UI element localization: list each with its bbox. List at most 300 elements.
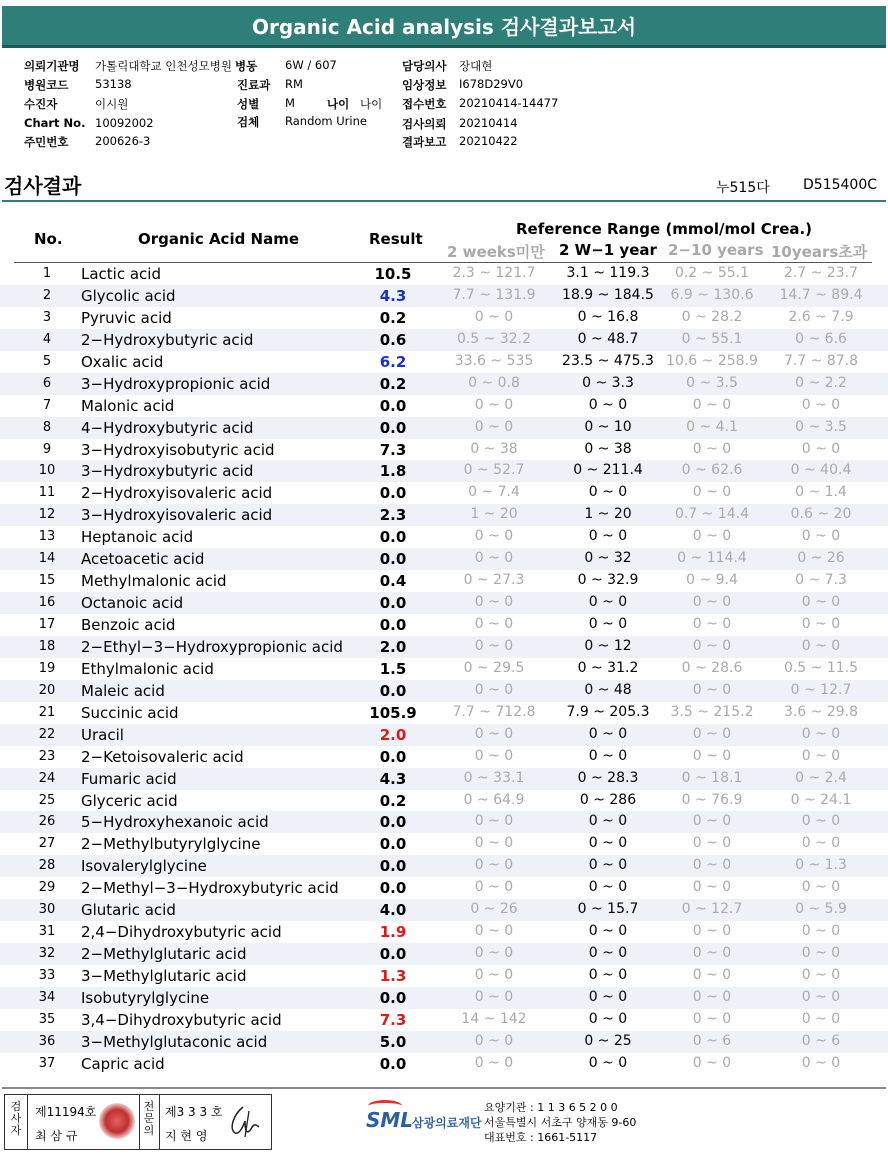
acid-name: 3−Methylglutaric acid (81, 967, 247, 985)
table-row (0, 614, 888, 636)
ref-range-10y: 0 ~ 0 (801, 747, 841, 764)
table-row (0, 373, 888, 395)
result-value: 1.3 (379, 967, 407, 985)
row-number: 10 (38, 463, 56, 479)
doctor-value: 장대현 (459, 59, 493, 73)
row-number: 26 (38, 814, 56, 830)
acid-name: 3−Hydroxyisovaleric acid (81, 506, 273, 525)
ref-range-2-10y: 0 ~ 0 (692, 725, 732, 742)
ref-range-2w-1y: 0 ~ 0 (588, 1010, 628, 1027)
result-value: 0.6 (379, 330, 407, 349)
org-name: 삼광의료재단 (412, 1116, 482, 1130)
ref-range-2w-1y: 0 ~ 38 (584, 440, 632, 457)
ref-range-10y: 0 ~ 0 (801, 835, 841, 852)
row-number: 9 (42, 441, 52, 457)
acid-name: Benzoic acid (81, 616, 176, 634)
acid-name: Uracil (81, 725, 124, 744)
acid-name: Malonic acid (81, 396, 175, 415)
row-number: 18 (38, 638, 56, 654)
ref-range-2w: 0 ~ 0 (474, 923, 514, 940)
result-value: 1.8 (379, 462, 407, 481)
table-row (0, 899, 888, 921)
section-title: 검사결과 (4, 174, 82, 198)
row-number: 29 (38, 880, 56, 896)
report-date-value: 20210422 (459, 134, 518, 148)
ref-range-2w-1y: 0 ~ 15.7 (577, 901, 639, 918)
ref-range-2w-1y: 0 ~ 0 (588, 857, 628, 874)
ref-range-2w: 0 ~ 0 (474, 308, 514, 325)
row-number: 35 (38, 1011, 56, 1027)
ref-range-2w-1y: 0 ~ 0 (588, 1054, 628, 1071)
table-row (0, 833, 888, 855)
table-row (0, 504, 888, 526)
ref-range-2w-1y: 18.9 ~ 184.5 (562, 286, 654, 303)
ref-range-2w-1y: 0 ~ 0 (588, 835, 628, 852)
ref-range-2w-1y: 0 ~ 0 (588, 813, 628, 830)
row-number: 13 (38, 529, 56, 545)
footer-divider (2, 1087, 886, 1089)
acid-name: Pyruvic acid (81, 308, 172, 327)
ref-range-2w: 0 ~ 26 (470, 901, 518, 918)
table-row (0, 746, 888, 768)
ref-range-10y: 0 ~ 0 (801, 1010, 841, 1027)
acid-name: Maleic acid (81, 681, 165, 700)
acid-name: Isovalerylglycine (81, 857, 207, 876)
ref-range-2-10y: 0 ~ 6 (692, 1032, 732, 1049)
ref-range-2w: 0 ~ 0 (474, 1032, 514, 1049)
table-row (0, 702, 888, 724)
table-row (0, 285, 888, 307)
age-label: 나이 (327, 97, 350, 111)
result-value: 0.0 (379, 681, 407, 700)
table-row (0, 460, 888, 482)
ref-range-2w: 0 ~ 52.7 (463, 462, 525, 479)
ref-range-10y: 0 ~ 0 (801, 637, 841, 654)
row-number: 20 (38, 682, 56, 698)
ref-range-2w: 1 ~ 20 (470, 506, 518, 523)
result-value: 2.0 (379, 725, 407, 744)
chart-value: 10092002 (95, 116, 154, 130)
ref-range-2w: 0 ~ 0 (474, 396, 514, 413)
ref-range-10y: 0 ~ 5.9 (795, 901, 847, 918)
ref-range-2w-1y: 0 ~ 0 (588, 945, 628, 962)
dept-label: 진료과 (237, 78, 271, 92)
row-number: 4 (42, 331, 52, 347)
ward-value: 6W / 607 (285, 58, 337, 72)
ref-range-2-10y: 0 ~ 0 (692, 923, 732, 940)
acid-name: Lactic acid (81, 265, 161, 283)
ref-range-2w-1y: 0 ~ 211.4 (573, 462, 643, 479)
ref-range-2w-1y: 3.1 ~ 119.3 (566, 265, 650, 281)
row-number: 25 (38, 792, 56, 808)
table-row (0, 658, 888, 680)
table-row (0, 965, 888, 987)
address: 서울특별시 서초구 양재동 9-60 (484, 1116, 637, 1129)
ref-range-2w: 2.3 ~ 121.7 (452, 265, 536, 281)
result-value: 0.2 (379, 791, 407, 810)
ref-range-2-10y: 0 ~ 0 (692, 879, 732, 896)
row-number: 23 (38, 748, 56, 764)
ref-range-10y: 0 ~ 24.1 (790, 791, 852, 808)
ref-range-10y: 2.6 ~ 7.9 (788, 308, 854, 325)
col-header-reference: Reference Range (mmol/mol Crea.) (516, 220, 813, 238)
ref-range-2w-1y: 0 ~ 48 (584, 681, 632, 698)
ref-range-2w: 0 ~ 0 (474, 550, 514, 567)
row-number: 1 (42, 266, 52, 281)
table-row (0, 943, 888, 965)
result-value: 0.0 (379, 988, 407, 1007)
ref-range-2w-1y: 0 ~ 16.8 (577, 308, 639, 325)
ref-range-2w: 0 ~ 0 (474, 616, 514, 632)
ref-range-2w: 0 ~ 0 (474, 418, 514, 435)
ref-range-2-10y: 0 ~ 9.4 (686, 572, 738, 589)
result-value: 0.0 (379, 835, 407, 854)
phone: 대표번호 : 1661-5117 (484, 1131, 598, 1144)
table-row (0, 417, 888, 439)
ref-range-2-10y: 0 ~ 0 (692, 747, 732, 764)
sml-logo (366, 1100, 496, 1140)
patient-value: 이시원 (95, 97, 129, 111)
ref-range-2-10y: 0 ~ 0 (692, 945, 732, 962)
ref-range-2-10y: 0 ~ 55.1 (681, 330, 743, 347)
ref-range-10y: 0 ~ 26 (797, 550, 845, 567)
ref-range-2w: 0 ~ 64.9 (463, 791, 525, 808)
row-number: 19 (38, 660, 56, 676)
ref-range-2w: 0 ~ 29.5 (463, 659, 525, 676)
acid-name: 2−Hydroxyisovaleric acid (81, 484, 273, 503)
col-header-no: No. (34, 230, 63, 248)
ref-range-2w: 0 ~ 0 (474, 945, 514, 962)
clinical-label: 임상정보 (402, 78, 447, 92)
row-number: 30 (38, 902, 56, 918)
ref-range-2w-1y: 0 ~ 0 (588, 747, 628, 764)
result-value: 0.0 (379, 813, 407, 832)
ref-range-2w: 0 ~ 0.8 (468, 374, 520, 391)
result-value: 5.0 (379, 1032, 407, 1051)
result-value: 2.3 (379, 506, 407, 525)
row-number: 15 (38, 573, 56, 589)
ref-range-2w: 0 ~ 0 (474, 725, 514, 742)
table-row (0, 351, 888, 373)
ref-range-2-10y: 0 ~ 114.4 (677, 550, 747, 567)
ref-col-2: 2 W−1 year (559, 241, 657, 259)
acid-name: 2−Hydroxybutyric acid (81, 330, 254, 349)
sex-label: 성별 (237, 97, 260, 111)
ref-range-2w-1y: 0 ~ 0 (588, 396, 628, 413)
result-value: 4.0 (379, 901, 407, 920)
ref-range-2w-1y: 0 ~ 0 (588, 484, 628, 501)
result-value: 0.0 (379, 528, 407, 547)
ref-range-2w: 0 ~ 38 (470, 440, 518, 457)
ref-range-2-10y: 6.9 ~ 130.6 (670, 286, 754, 303)
col-header-name: Organic Acid Name (138, 230, 300, 248)
ref-range-2w-1y: 0 ~ 286 (579, 791, 637, 808)
ref-range-10y: 0 ~ 7.3 (795, 572, 847, 589)
ref-range-2w: 0 ~ 0 (474, 681, 514, 698)
row-number: 11 (38, 485, 56, 501)
row-number: 36 (38, 1033, 56, 1049)
ref-range-2-10y: 0 ~ 0 (692, 484, 732, 501)
ref-col-1: 2 weeks미만 (447, 243, 545, 261)
ref-range-2-10y: 0 ~ 0 (692, 835, 732, 852)
ref-range-10y: 0 ~ 2.4 (795, 769, 847, 786)
acid-name: Octanoic acid (81, 594, 184, 613)
ref-range-10y: 0 ~ 40.4 (790, 462, 852, 479)
ref-range-2w-1y: 0 ~ 31.2 (577, 659, 639, 676)
ref-range-2w-1y: 7.9 ~ 205.3 (566, 703, 650, 720)
table-row (0, 592, 888, 614)
table-row (0, 680, 888, 702)
ref-range-10y: 0 ~ 0 (801, 396, 841, 413)
acid-name: Ethylmalonic acid (81, 659, 214, 678)
ref-range-2w: 0 ~ 0 (474, 813, 514, 830)
ref-range-10y: 0 ~ 0 (801, 440, 841, 457)
acid-name: 5−Hydroxyhexanoic acid (81, 813, 269, 832)
ref-range-2w-1y: 0 ~ 28.3 (577, 769, 639, 786)
row-number: 2 (42, 287, 52, 303)
resident-value: 200626-3 (95, 134, 151, 148)
ref-range-10y: 0 ~ 12.7 (790, 681, 852, 698)
ref-range-2w: 0 ~ 7.4 (468, 484, 520, 501)
ref-range-2w-1y: 23.5 ~ 475.3 (562, 352, 654, 369)
ref-range-2-10y: 0.7 ~ 14.4 (674, 506, 750, 523)
acid-name: Heptanoic acid (81, 528, 194, 547)
specimen-value: Random Urine (285, 114, 367, 128)
ref-range-2w: 0 ~ 0 (474, 988, 514, 1005)
ref-range-2-10y: 0 ~ 0 (692, 440, 732, 457)
acid-name: 3−Methylglutaconic acid (81, 1032, 268, 1051)
ref-range-10y: 0 ~ 1.3 (795, 857, 847, 874)
table-row (0, 482, 888, 504)
seal-icon (99, 1103, 135, 1139)
ref-range-10y: 0 ~ 0 (801, 879, 841, 896)
ref-range-10y: 0 ~ 2.2 (795, 374, 847, 391)
reviewer-name: 지 현 영 (165, 1129, 208, 1143)
ref-range-2-10y: 0 ~ 3.5 (686, 374, 738, 391)
ref-range-2w: 0 ~ 0 (474, 747, 514, 764)
ref-range-2w-1y: 0 ~ 0 (588, 725, 628, 742)
ref-range-2-10y: 0 ~ 4.1 (686, 418, 738, 435)
ref-range-2-10y: 10.6 ~ 258.9 (666, 352, 758, 369)
ref-range-10y: 0 ~ 0 (801, 988, 841, 1005)
ref-range-2w: 0 ~ 33.1 (463, 769, 525, 786)
report-title: Organic Acid analysis 검사결과보고서 (2, 6, 886, 48)
ref-range-10y: 0.5 ~ 11.5 (783, 659, 859, 676)
ref-range-2w: 0 ~ 0 (474, 879, 514, 896)
result-value: 0.0 (379, 1054, 407, 1073)
result-value: 7.3 (379, 1010, 407, 1029)
acid-name: Acetoacetic acid (81, 550, 205, 569)
resident-label: 주민번호 (24, 135, 69, 149)
receipt-value: 20210414-14477 (459, 96, 559, 110)
acid-name: Succinic acid (81, 703, 179, 722)
ref-range-2-10y: 0 ~ 0 (692, 967, 732, 983)
table-row (0, 548, 888, 570)
acid-name: Oxalic acid (81, 352, 164, 371)
ref-range-2w: 0 ~ 0 (474, 857, 514, 874)
ref-range-10y: 0 ~ 0 (801, 923, 841, 940)
acid-name: Glycolic acid (81, 286, 176, 305)
result-value: 2.0 (379, 637, 407, 656)
ref-range-2w-1y: 0 ~ 0 (588, 879, 628, 896)
acid-name: 2,4−Dihydroxybutyric acid (81, 923, 282, 942)
ref-range-2-10y: 0 ~ 0 (692, 681, 732, 698)
result-value: 10.5 (374, 265, 412, 283)
ref-range-2-10y: 0 ~ 0 (692, 1010, 732, 1027)
table-row (0, 439, 888, 461)
row-number: 16 (38, 595, 56, 611)
row-number: 24 (38, 770, 56, 786)
reviewer-license: 제3 3 3 호 (165, 1105, 223, 1119)
acid-name: Methylmalonic acid (81, 572, 227, 591)
result-value: 0.0 (379, 484, 407, 503)
ref-range-2w-1y: 0 ~ 0 (588, 594, 628, 611)
acid-name: Isobutyrylglycine (81, 988, 210, 1007)
ref-range-2-10y: 0 ~ 18.1 (681, 769, 743, 786)
result-value: 0.0 (379, 396, 407, 415)
row-number: 28 (38, 858, 56, 874)
ref-range-2-10y: 0 ~ 0 (692, 528, 732, 545)
ref-range-10y: 0 ~ 6 (801, 1032, 841, 1049)
row-number: 8 (42, 419, 52, 435)
ref-range-2-10y: 0 ~ 0 (692, 988, 732, 1005)
row-number: 17 (38, 617, 56, 632)
hospital-code-value: 53138 (95, 77, 132, 91)
clinical-value: I678D29V0 (459, 77, 524, 91)
ref-range-2-10y: 0 ~ 76.9 (681, 791, 743, 808)
ref-range-2-10y: 0 ~ 0 (692, 594, 732, 611)
table-row (0, 526, 888, 548)
table-row (0, 636, 888, 658)
ref-range-2w: 0 ~ 0 (474, 594, 514, 611)
table-row (0, 307, 888, 329)
ref-range-2w-1y: 0 ~ 32 (584, 550, 632, 567)
ref-range-10y: 0 ~ 3.5 (795, 418, 847, 435)
row-number: 27 (38, 836, 56, 852)
acid-name: 3−Hydroxypropionic acid (81, 374, 271, 393)
result-value: 4.3 (379, 286, 407, 305)
acid-name: 2−Methylglutaric acid (81, 945, 247, 964)
row-number: 6 (42, 375, 52, 391)
ref-range-2-10y: 0 ~ 0 (692, 616, 732, 632)
ref-range-2w: 0.5 ~ 32.2 (456, 330, 532, 347)
ref-range-2w: 0 ~ 0 (474, 528, 514, 545)
ref-range-10y: 0 ~ 0 (801, 528, 841, 545)
table-row (0, 329, 888, 351)
specimen-label: 검체 (237, 115, 260, 129)
acid-name: 2−Methylbutyrylglycine (81, 835, 261, 854)
table-row (0, 811, 888, 833)
tester-label: 검사자 (10, 1100, 22, 1137)
table-row (0, 877, 888, 899)
ref-range-2w: 0 ~ 0 (474, 835, 514, 852)
ref-range-2w: 7.7 ~ 712.8 (452, 703, 536, 720)
ref-range-10y: 0 ~ 0 (801, 945, 841, 962)
ref-range-2-10y: 0 ~ 28.2 (681, 308, 743, 325)
table-row (0, 768, 888, 790)
result-value: 0.0 (379, 594, 407, 613)
ref-range-10y: 0 ~ 1.4 (795, 484, 847, 501)
table-row (0, 724, 888, 746)
table-row (0, 1009, 888, 1031)
acid-name: Fumaric acid (81, 769, 177, 788)
ref-range-2-10y: 0 ~ 0 (692, 813, 732, 830)
ref-range-2w-1y: 0 ~ 3.3 (582, 374, 634, 391)
table-row (0, 855, 888, 877)
row-number: 34 (38, 989, 56, 1005)
table-row (0, 395, 888, 417)
ref-range-2w: 14 ~ 142 (461, 1010, 527, 1027)
ref-range-10y: 0 ~ 0 (801, 813, 841, 830)
result-value: 0.0 (379, 616, 407, 634)
ref-range-2w-1y: 0 ~ 12 (584, 637, 632, 654)
table-row (0, 987, 888, 1009)
patient-label: 수진자 (24, 97, 58, 111)
signature-box (4, 1094, 272, 1150)
row-number: 12 (38, 507, 56, 523)
row-number: 32 (38, 946, 56, 962)
care-number: 요양기관 : 1 1 3 6 5 2 0 0 (484, 1101, 618, 1114)
ref-col-3: 2−10 years (668, 241, 764, 259)
ref-range-10y: 0.6 ~ 20 (790, 506, 852, 523)
age-value: 나이 (360, 97, 383, 111)
result-value: 0.0 (379, 879, 407, 898)
row-number: 22 (38, 726, 56, 742)
ref-range-2w: 0 ~ 27.3 (463, 572, 525, 589)
section-code-1: 누515다 (716, 180, 770, 196)
ref-range-2w-1y: 0 ~ 25 (584, 1032, 632, 1049)
hospital-code-label: 병원코드 (24, 78, 69, 92)
ref-range-10y: 0 ~ 0 (801, 616, 841, 632)
ref-range-2w-1y: 0 ~ 0 (588, 988, 628, 1005)
ref-range-10y: 0 ~ 6.6 (795, 330, 847, 347)
ref-range-10y: 0 ~ 0 (801, 1054, 841, 1071)
result-value: 0.2 (379, 308, 407, 327)
acid-name: 4−Hydroxybutyric acid (81, 418, 254, 437)
table-row (0, 263, 888, 285)
request-value: 20210414 (459, 116, 518, 130)
chart-label: Chart No. (24, 116, 86, 130)
result-value: 0.0 (379, 945, 407, 964)
result-value: 6.2 (379, 352, 407, 371)
hospital-value: 가톨릭대학교 인천성모병원 (95, 59, 232, 73)
result-value: 1.9 (379, 923, 407, 942)
result-value: 7.3 (379, 440, 407, 459)
acid-name: Glyceric acid (81, 791, 178, 810)
dept-value: RM (285, 77, 303, 91)
row-number: 37 (38, 1055, 56, 1071)
acid-name: 3,4−Dihydroxybutyric acid (81, 1010, 282, 1029)
row-number: 21 (38, 704, 56, 720)
ref-range-2w: 33.6 ~ 535 (454, 352, 534, 369)
ref-range-2w-1y: 0 ~ 32.9 (577, 572, 639, 589)
receipt-label: 접수번호 (402, 97, 447, 111)
ref-range-2w-1y: 0 ~ 0 (588, 967, 628, 983)
ref-range-2-10y: 0 ~ 28.6 (681, 659, 743, 676)
acid-name: 3−Hydroxybutyric acid (81, 462, 254, 481)
row-number: 7 (42, 397, 52, 413)
ref-range-10y: 2.7 ~ 23.7 (783, 265, 859, 281)
acid-name: 2−Ethyl−3−Hydroxypropionic acid (81, 637, 343, 656)
col-header-result: Result (369, 230, 423, 248)
ref-range-10y: 0 ~ 0 (801, 725, 841, 742)
table-row (0, 1031, 888, 1053)
acid-name: Glutaric acid (81, 901, 176, 920)
patient-info (0, 56, 888, 156)
ref-range-2w-1y: 1 ~ 20 (584, 506, 632, 523)
ref-range-2w: 0 ~ 0 (474, 1054, 514, 1071)
ref-range-2w-1y: 0 ~ 48.7 (577, 330, 639, 347)
